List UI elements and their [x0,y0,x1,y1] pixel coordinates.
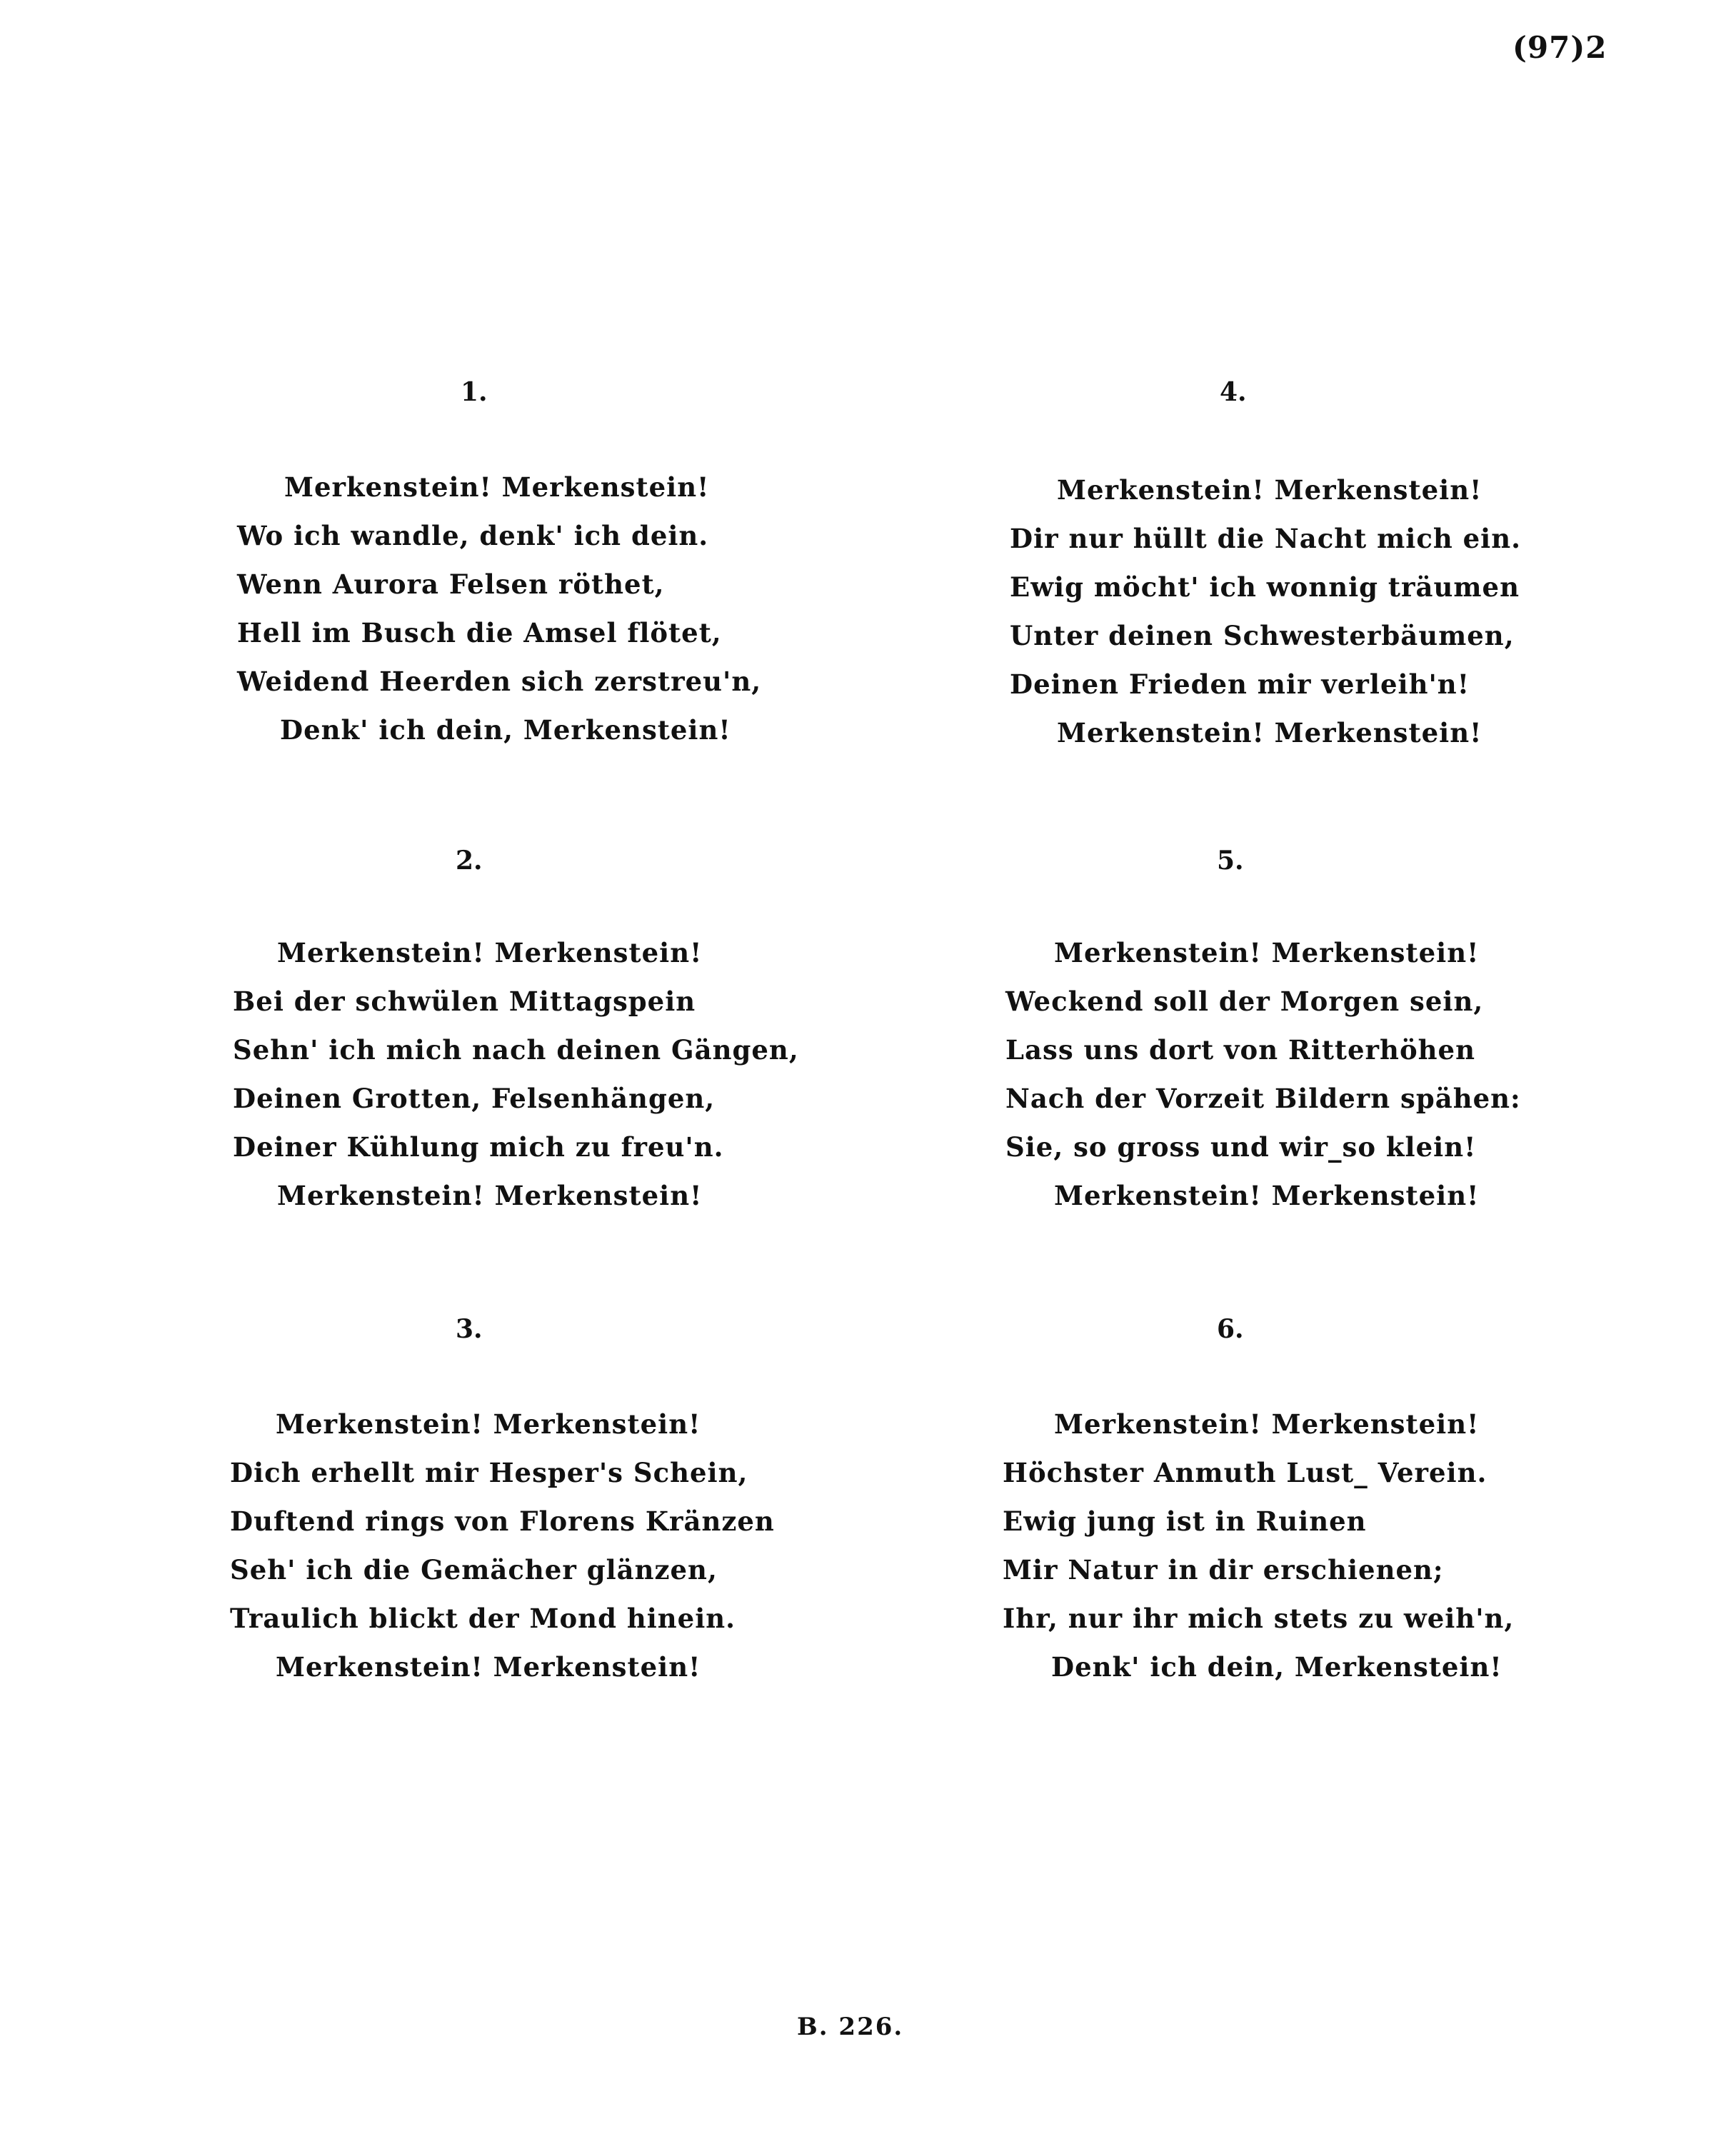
stanza-line: Wo ich wandle, denk' ich dein. [237,520,709,551]
stanza-line: Mir Natur in dir erschienen; [1003,1554,1444,1586]
stanza-line: Deinen Frieden mir verleih'n! [1010,668,1470,700]
stanza-line: Deinen Grotten, Felsenhängen, [233,1083,716,1114]
stanza-line: Merkenstein! Merkenstein! [1054,1408,1480,1440]
stanza-line: Bei der schwülen Mittagspein [233,986,696,1017]
stanza-line: Ihr, nur ihr mich stets zu weih'n, [1003,1603,1515,1634]
stanza-line: Dir nur hüllt die Nacht mich ein. [1010,523,1522,554]
stanza-line: Weckend soll der Morgen sein, [1005,986,1484,1017]
stanza-line: Ewig jung ist in Ruinen [1003,1506,1367,1537]
stanza-line: Sie, so gross und wir_so klein! [1005,1131,1477,1163]
stanza-line: Traulich blickt der Mond hinein. [230,1603,736,1634]
stanza-line: Merkenstein! Merkenstein! [277,1180,703,1211]
plate-number: B. 226. [797,2013,904,2041]
page-number: (97)2 [1512,30,1607,65]
stanza-line: Unter deinen Schwesterbäumen, [1010,620,1515,651]
stanza-number: 2. [456,846,483,876]
stanza-line: Sehn' ich mich nach deinen Gängen, [233,1034,799,1066]
stanza-line: Merkenstein! Merkenstein! [284,471,710,503]
stanza-line: Nach der Vorzeit Bildern spähen: [1005,1083,1521,1114]
stanza-line: Merkenstein! Merkenstein! [276,1408,701,1440]
stanza-line: Merkenstein! Merkenstein! [276,1651,701,1683]
stanza-line: Dich erhellt mir Hesper's Schein, [230,1457,748,1488]
stanza-number: 4. [1220,377,1247,407]
stanza-line: Weidend Heerden sich zerstreu'n, [237,666,762,697]
stanza-line: Denk' ich dein, Merkenstein! [280,714,731,746]
stanza-line: Lass uns dort von Ritterhöhen [1005,1034,1475,1066]
stanza-line: Merkenstein! Merkenstein! [277,937,703,968]
stanza-line: Duftend rings von Florens Kränzen [230,1506,775,1537]
stanza-number: 6. [1217,1314,1244,1344]
stanza-number: 3. [456,1314,483,1344]
stanza-line: Wenn Aurora Felsen röthet, [237,568,665,600]
stanza-line: Merkenstein! Merkenstein! [1054,1180,1480,1211]
stanza-line: Hell im Busch die Amsel flötet, [237,617,722,648]
stanza-line: Merkenstein! Merkenstein! [1054,937,1480,968]
stanza-line: Höchster Anmuth Lust_ Verein. [1003,1457,1487,1488]
stanza-line: Denk' ich dein, Merkenstein! [1051,1651,1502,1683]
stanza-number: 5. [1217,846,1244,876]
stanza-line: Ewig möcht' ich wonnig träumen [1010,571,1520,603]
stanza-number: 1. [461,377,488,407]
stanza-line: Seh' ich die Gemächer glänzen, [230,1554,718,1586]
stanza-line: Merkenstein! Merkenstein! [1057,717,1482,748]
stanza-line: Deiner Kühlung mich zu freu'n. [233,1131,724,1163]
stanza-line: Merkenstein! Merkenstein! [1057,474,1482,506]
